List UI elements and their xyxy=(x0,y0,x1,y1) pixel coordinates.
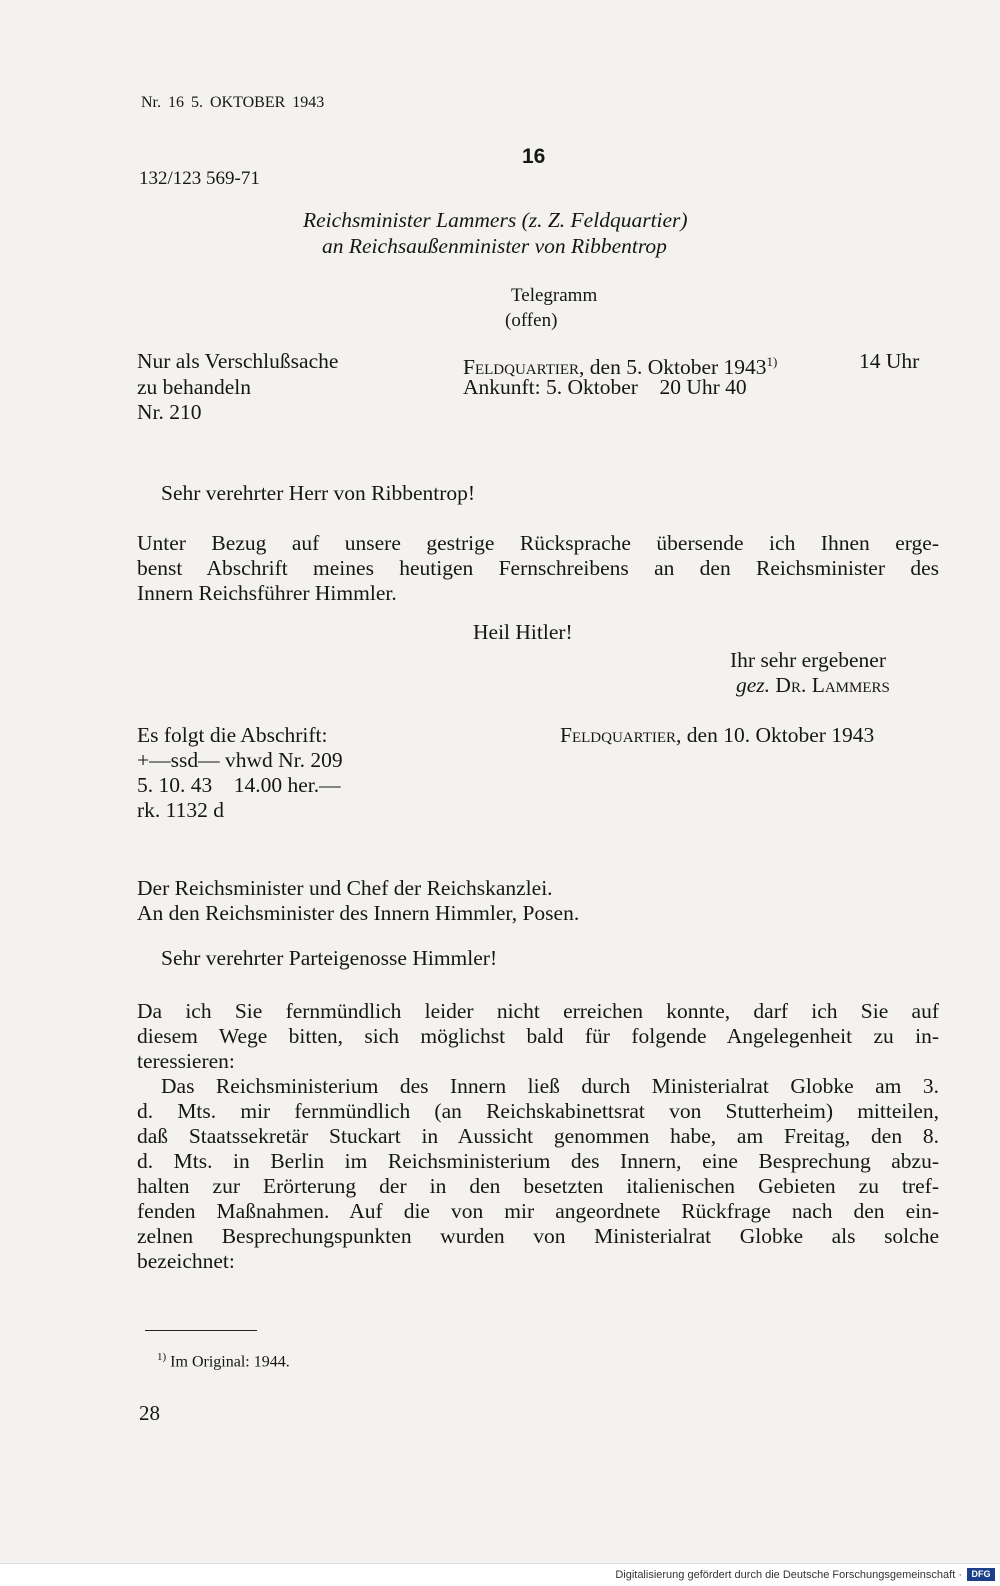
telegram-label: Telegramm xyxy=(511,285,598,306)
signature xyxy=(736,673,890,698)
footnote-text: Im Original: 1944. xyxy=(170,1353,290,1371)
dispatch-time: 14 Uhr xyxy=(859,349,920,373)
signoff: Ihr sehr ergebener xyxy=(730,648,886,672)
letter2-sender: Der Reichsminister und Chef der Reichskanzlei. xyxy=(137,876,553,900)
arrival-line: Ankunft: 5. Oktober 20 Uhr 40 xyxy=(463,375,747,399)
letter2-para2-line: fenden Maßnahmen. Auf die von mir angeordnete Rückfrage nach den ein- xyxy=(137,1199,939,1223)
letter2-para2-line: zelnen Besprechungspunkten wurden von Ministerialrat Globke als solche xyxy=(137,1224,939,1248)
dfg-logo-icon: DFG xyxy=(967,1568,995,1581)
dispatch-place: Feldquartier xyxy=(463,355,580,380)
footnote-reference: 1) xyxy=(766,354,778,369)
letter2-para2-line: d. Mts. mir fernmündlich (an Reichskabinettsrat von Stutterheim) mitteilen, xyxy=(137,1099,939,1123)
document-number: 16 xyxy=(522,145,546,168)
closing-greeting: Heil Hitler! xyxy=(473,620,573,644)
letter2-para2-line: bezeichnet: xyxy=(137,1249,235,1273)
footnote-rule xyxy=(145,1330,257,1331)
signature-prefix: gez. xyxy=(736,673,771,697)
letter2-para1-line: diesem Wege bitten, sich möglichst bald für folgende Angelegenheit zu in- xyxy=(137,1024,939,1048)
document-title-line-2: an Reichsaußenminister von Ribbentrop xyxy=(322,234,667,258)
footnote-mark: 1) xyxy=(157,1351,167,1363)
salutation-himmler: Sehr verehrter Parteigenosse Himmler! xyxy=(161,946,498,970)
salutation-ribbentrop: Sehr verehrter Herr von Ribbentrop! xyxy=(161,481,476,505)
copy-dispatch-place: Feldquartier xyxy=(560,723,677,747)
archive-reference: 132/123 569-71 xyxy=(139,168,260,189)
classification-line-1: Nur als Verschlußsache xyxy=(137,349,339,373)
letter2-para2-line: d. Mts. in Berlin im Reichsministerium des Innern, eine Besprechung abzu- xyxy=(137,1149,939,1173)
copy-intro: Es folgt die Abschrift: xyxy=(137,723,328,747)
copy-dispatch-date: , den 10. Oktober 1943 xyxy=(676,723,875,747)
letter1-para-line: Unter Bezug auf unsere gestrige Rücksprache übersende ich Ihnen erge- xyxy=(137,531,939,555)
footnote xyxy=(157,1351,290,1371)
copy-dispatch-line xyxy=(560,723,874,748)
classification-line-2: zu behandeln xyxy=(137,375,252,399)
letter2-para1-line: teressieren: xyxy=(137,1049,235,1073)
letter2-recipient: An den Reichsminister des Innern Himmler, Posen. xyxy=(137,901,580,925)
letter2-para2-line: daß Staatssekretär Stuckart in Aussicht genommen habe, am Freitag, den 8. xyxy=(137,1124,939,1148)
signature-name: Dr. Lammers xyxy=(775,673,890,697)
digitization-credit-bar xyxy=(0,1563,1000,1586)
letter2-para2-line: Das Reichsministerium des Innern ließ durch Ministerialrat Globke am 3. xyxy=(161,1074,939,1098)
letter2-para2-line: halten zur Erörterung der in den besetzten italienischen Gebieten zu tref- xyxy=(137,1174,939,1198)
copy-transmission-code: +—ssd— vhwd Nr. 209 xyxy=(137,748,343,772)
copy-reference: rk. 1132 d xyxy=(137,798,224,822)
letter1-para-line: benst Abschrift meines heutigen Fernschreibens an den Reichsminister des xyxy=(137,556,939,580)
classification-number: Nr. 210 xyxy=(137,400,202,424)
document-title-line-1: Reichsminister Lammers (z. Z. Feldquartier) xyxy=(303,208,688,232)
dispatch-date: , den 5. Oktober 1943 xyxy=(579,355,767,380)
telegram-open-label: (offen) xyxy=(505,310,558,331)
copy-timestamp: 5. 10. 43 14.00 her.— xyxy=(137,773,341,797)
letter2-para1-line: Da ich Sie fernmündlich leider nicht erreichen konnte, darf ich Sie auf xyxy=(137,999,939,1023)
digitization-credit: Digitalisierung gefördert durch die Deutsche Forschungsgemeinschaft · xyxy=(615,1569,962,1581)
page-number: 28 xyxy=(139,1401,160,1425)
running-head: Nr. 16 5. OKTOBER 1943 xyxy=(141,94,325,111)
letter1-para-line: Innern Reichsführer Himmler. xyxy=(137,581,397,605)
